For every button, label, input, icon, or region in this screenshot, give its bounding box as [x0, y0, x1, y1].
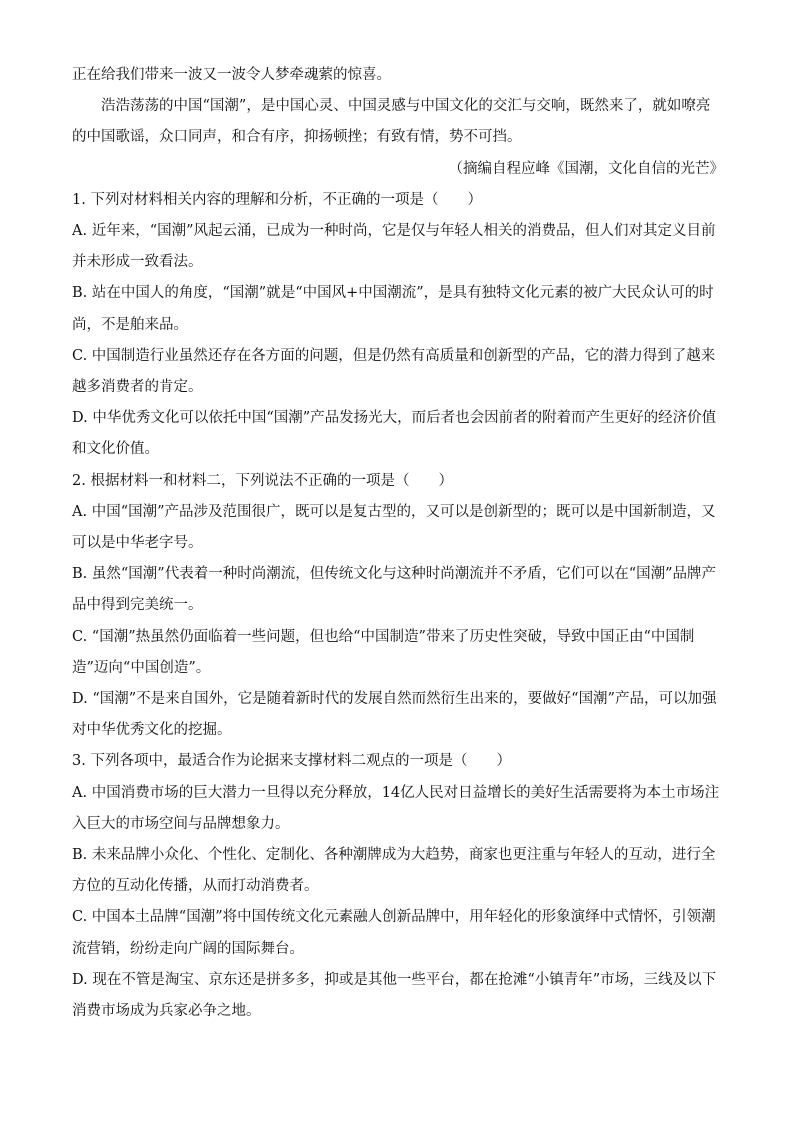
passage-paragraph-end: 正在给我们带来一波又一波令人梦牵魂萦的惊喜。 [72, 67, 391, 83]
question-2-option-c: C. “国潮”热虽然仍面临着一些问题，但也给“中国制造”带来了历史性突破，导致中国正由“中国制造”迈向“中国创造”。 [72, 628, 695, 676]
question-3-option-c: C. 中国本土品牌“国潮”将中国传统文化元素融人创新品牌中，用年轻化的形象演绎中式情怀，引领潮流营销，纷纷走向广阔的国际舞台。 [72, 909, 716, 957]
question-1-stem: 1. 下列对材料相关内容的理解和分析，不正确的一项是（ ） [72, 191, 482, 208]
question-2-stem: 2. 根据材料一和材料二，下列说法不正确的一项是（ ） [72, 472, 453, 489]
question-2-option-b: B. 虽然“国潮”代表着一种时尚潮流，但传统文化与这种时尚潮流并不矛盾，它们可以在“国潮”品牌产品中得到完美统一。 [72, 566, 717, 614]
document-page [72, 60, 724, 1027]
passage-paragraph-last: 浩浩荡荡的中国“国潮”，是中国心灵、中国灵感与中国文化的交汇与交响，既然来了，就如嘹亮的中国歌谣，众口同声，和合有序，抑扬顿挫；有致有情，势不可挡。 [72, 98, 711, 146]
question-1-option-b: B. 站在中国人的角度，“国潮”就是“中国风+中国潮流”，是具有独特文化元素的被广大民众认可的时尚，不是舶来品。 [72, 285, 714, 333]
question-1-option-a: A. 近年来，“国潮”风起云涌，已成为一种时尚，它是仅与年轻人相关的消费品，但人们对其定义目前并未形成一致看法。 [72, 223, 716, 271]
question-3-option-d: D. 现在不管是淘宝、京东还是拼多多，抑或是其他一些平台，都在抢滩“小镇青年”市场，三线及以下消费市场成为兵家必争之地。 [72, 971, 717, 1020]
passage-source: （摘编自程应峰《国潮，文化自信的光芒》 [448, 160, 724, 177]
question-3-stem: 3. 下列各项中，最适合作为论据来支撑材料二观点的一项是（ ） [72, 753, 511, 770]
question-3-option-a: A. 中国消费市场的巨大潜力一旦得以充分释放，14亿人民对日益增长的美好生活需要将为本土市场注入巨大的市场空间与品牌想象力。 [72, 784, 720, 832]
question-1-option-d: D. 中华优秀文化可以依托中国“国潮”产品发扬光大，而后者也会因前者的附着而产生更好的经济价值和文化价值。 [72, 410, 717, 458]
question-3-option-b: B. 未来品牌小众化、个性化、定制化、各种潮牌成为大趋势，商家也更注重与年轻人的互动，进行全方位的互动化传播，从而打动消费者。 [72, 847, 716, 895]
question-2-option-d: D. “国潮”不是来自国外，它是随着新时代的发展自然而然衍生出来的，要做好“国潮”产品，可以加强对中华优秀文化的挖掘。 [72, 691, 717, 739]
question-1-option-c: C. 中国制造行业虽然还存在各方面的问题，但是仍然有高质量和创新型的产品，它的潜力得到了越来越多消费者的肯定。 [72, 347, 716, 396]
question-2-option-a: A. 中国“国潮”产品涉及范围很广，既可以是复古型的，又可以是创新型的；既可以是中国新制造，又可以是中华老字号。 [72, 503, 716, 552]
